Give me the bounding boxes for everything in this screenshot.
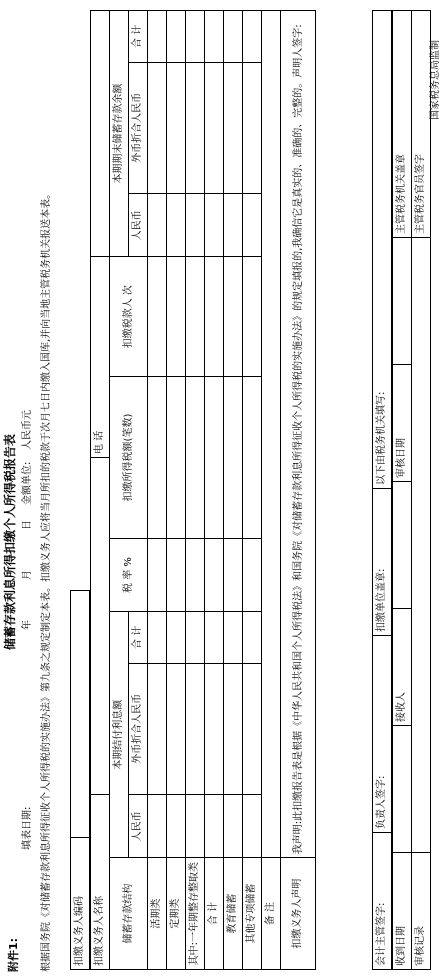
table-row: 活期类 — [148, 11, 167, 970]
phone-value[interactable] — [91, 11, 110, 257]
attachment-label: 附件1: — [7, 937, 20, 972]
agent-code-label: 扣缴义务人编码 — [71, 838, 90, 970]
table-row: 其他专项储蓄 — [243, 11, 262, 970]
agent-code-value[interactable] — [71, 591, 90, 838]
unit-value: 人民币元 — [22, 410, 33, 450]
table-row: 定期类 — [167, 11, 186, 970]
day-label: 日 — [22, 520, 33, 530]
col-interest-rmb: 人民币 — [129, 795, 148, 858]
review-date-label: 审核日期 — [393, 365, 412, 482]
unit-label: 金额单位: — [22, 461, 33, 505]
declaration-text: 我声明:此扣缴报告表是根据《中华人民共和国个人所得税法》和国务院《对储蓄存款利息所得征收个人所得税的实施办法》的规定填报的,我确信它是真实的、准确的、完整的。声明人签字: — [281, 11, 316, 858]
table-row: 其中:一年期整存整取类 — [186, 11, 205, 970]
year-label: 年 — [22, 620, 33, 630]
tax-office-table — [392, 10, 431, 970]
remarks-cell[interactable] — [262, 11, 281, 858]
col-interest-total: 合 计 — [129, 612, 148, 664]
accountant-sign-label: 会计主管签字: — [373, 833, 392, 970]
fill-date-label: 填表日期: — [22, 806, 33, 850]
phone-label: 电 话 — [91, 257, 110, 458]
tax-officer-sign-label: 主管税务官员签字 — [412, 11, 431, 238]
agent-seal-label: 扣缴单位盖章: — [373, 489, 392, 636]
col-structure: 储蓄存款结构 — [110, 858, 148, 970]
review-record-label: 审核记录 — [412, 853, 431, 970]
declaration-label: 扣缴义务人声明 — [281, 858, 316, 970]
table-row: 备 注 — [262, 11, 281, 970]
responsible-sign-label: 负责人签字: — [373, 636, 392, 833]
col-balance: 本期期末储蓄存款余额 — [110, 11, 129, 257]
tax-office-note: 以下由税务机关填写: — [373, 11, 392, 489]
table-row: 合 计 — [205, 11, 224, 970]
footer-text: 国家税务总局监制 — [430, 40, 441, 120]
col-balance-total: 合 计 — [129, 11, 148, 63]
tax-office-seal-label: 主管税务机关盖章 — [393, 11, 412, 238]
col-balance-fx: 外币折合人民币 — [129, 62, 148, 193]
agent-name-label: 扣缴义务人名称 — [91, 795, 110, 970]
col-balance-rmb: 人民币 — [129, 194, 148, 257]
month-label: 月 — [22, 570, 33, 580]
agent-name-value[interactable] — [91, 458, 110, 795]
main-table — [90, 10, 316, 970]
signature-row — [372, 10, 392, 970]
col-payer: 扣缴税款人 次 — [110, 257, 148, 377]
col-interest-fx: 外币折合人民币 — [129, 663, 148, 794]
intro-text: 根据国务院《对储蓄存款利息所得征收个人所得税的实施办法》第九条之规定制定本表。扣缴义务人应将当月所扣的税款于次月七日内缴入国库,并向当地主管税务机关报送本表。 — [41, 188, 52, 972]
report-title: 储蓄存款利息所得扣缴个人所得税报告表 — [3, 433, 17, 650]
col-taxable-count: 扣缴所得税额(笔数) — [110, 377, 148, 539]
received-date-label: 收到日期 — [393, 853, 412, 970]
agent-code-table — [70, 590, 90, 970]
table-row: 教育储蓄 — [224, 11, 243, 970]
col-interest: 本期结付利息额 — [110, 612, 129, 858]
col-rate: 税 率 % — [110, 538, 148, 611]
receiver-label: 接收人 — [393, 609, 412, 726]
